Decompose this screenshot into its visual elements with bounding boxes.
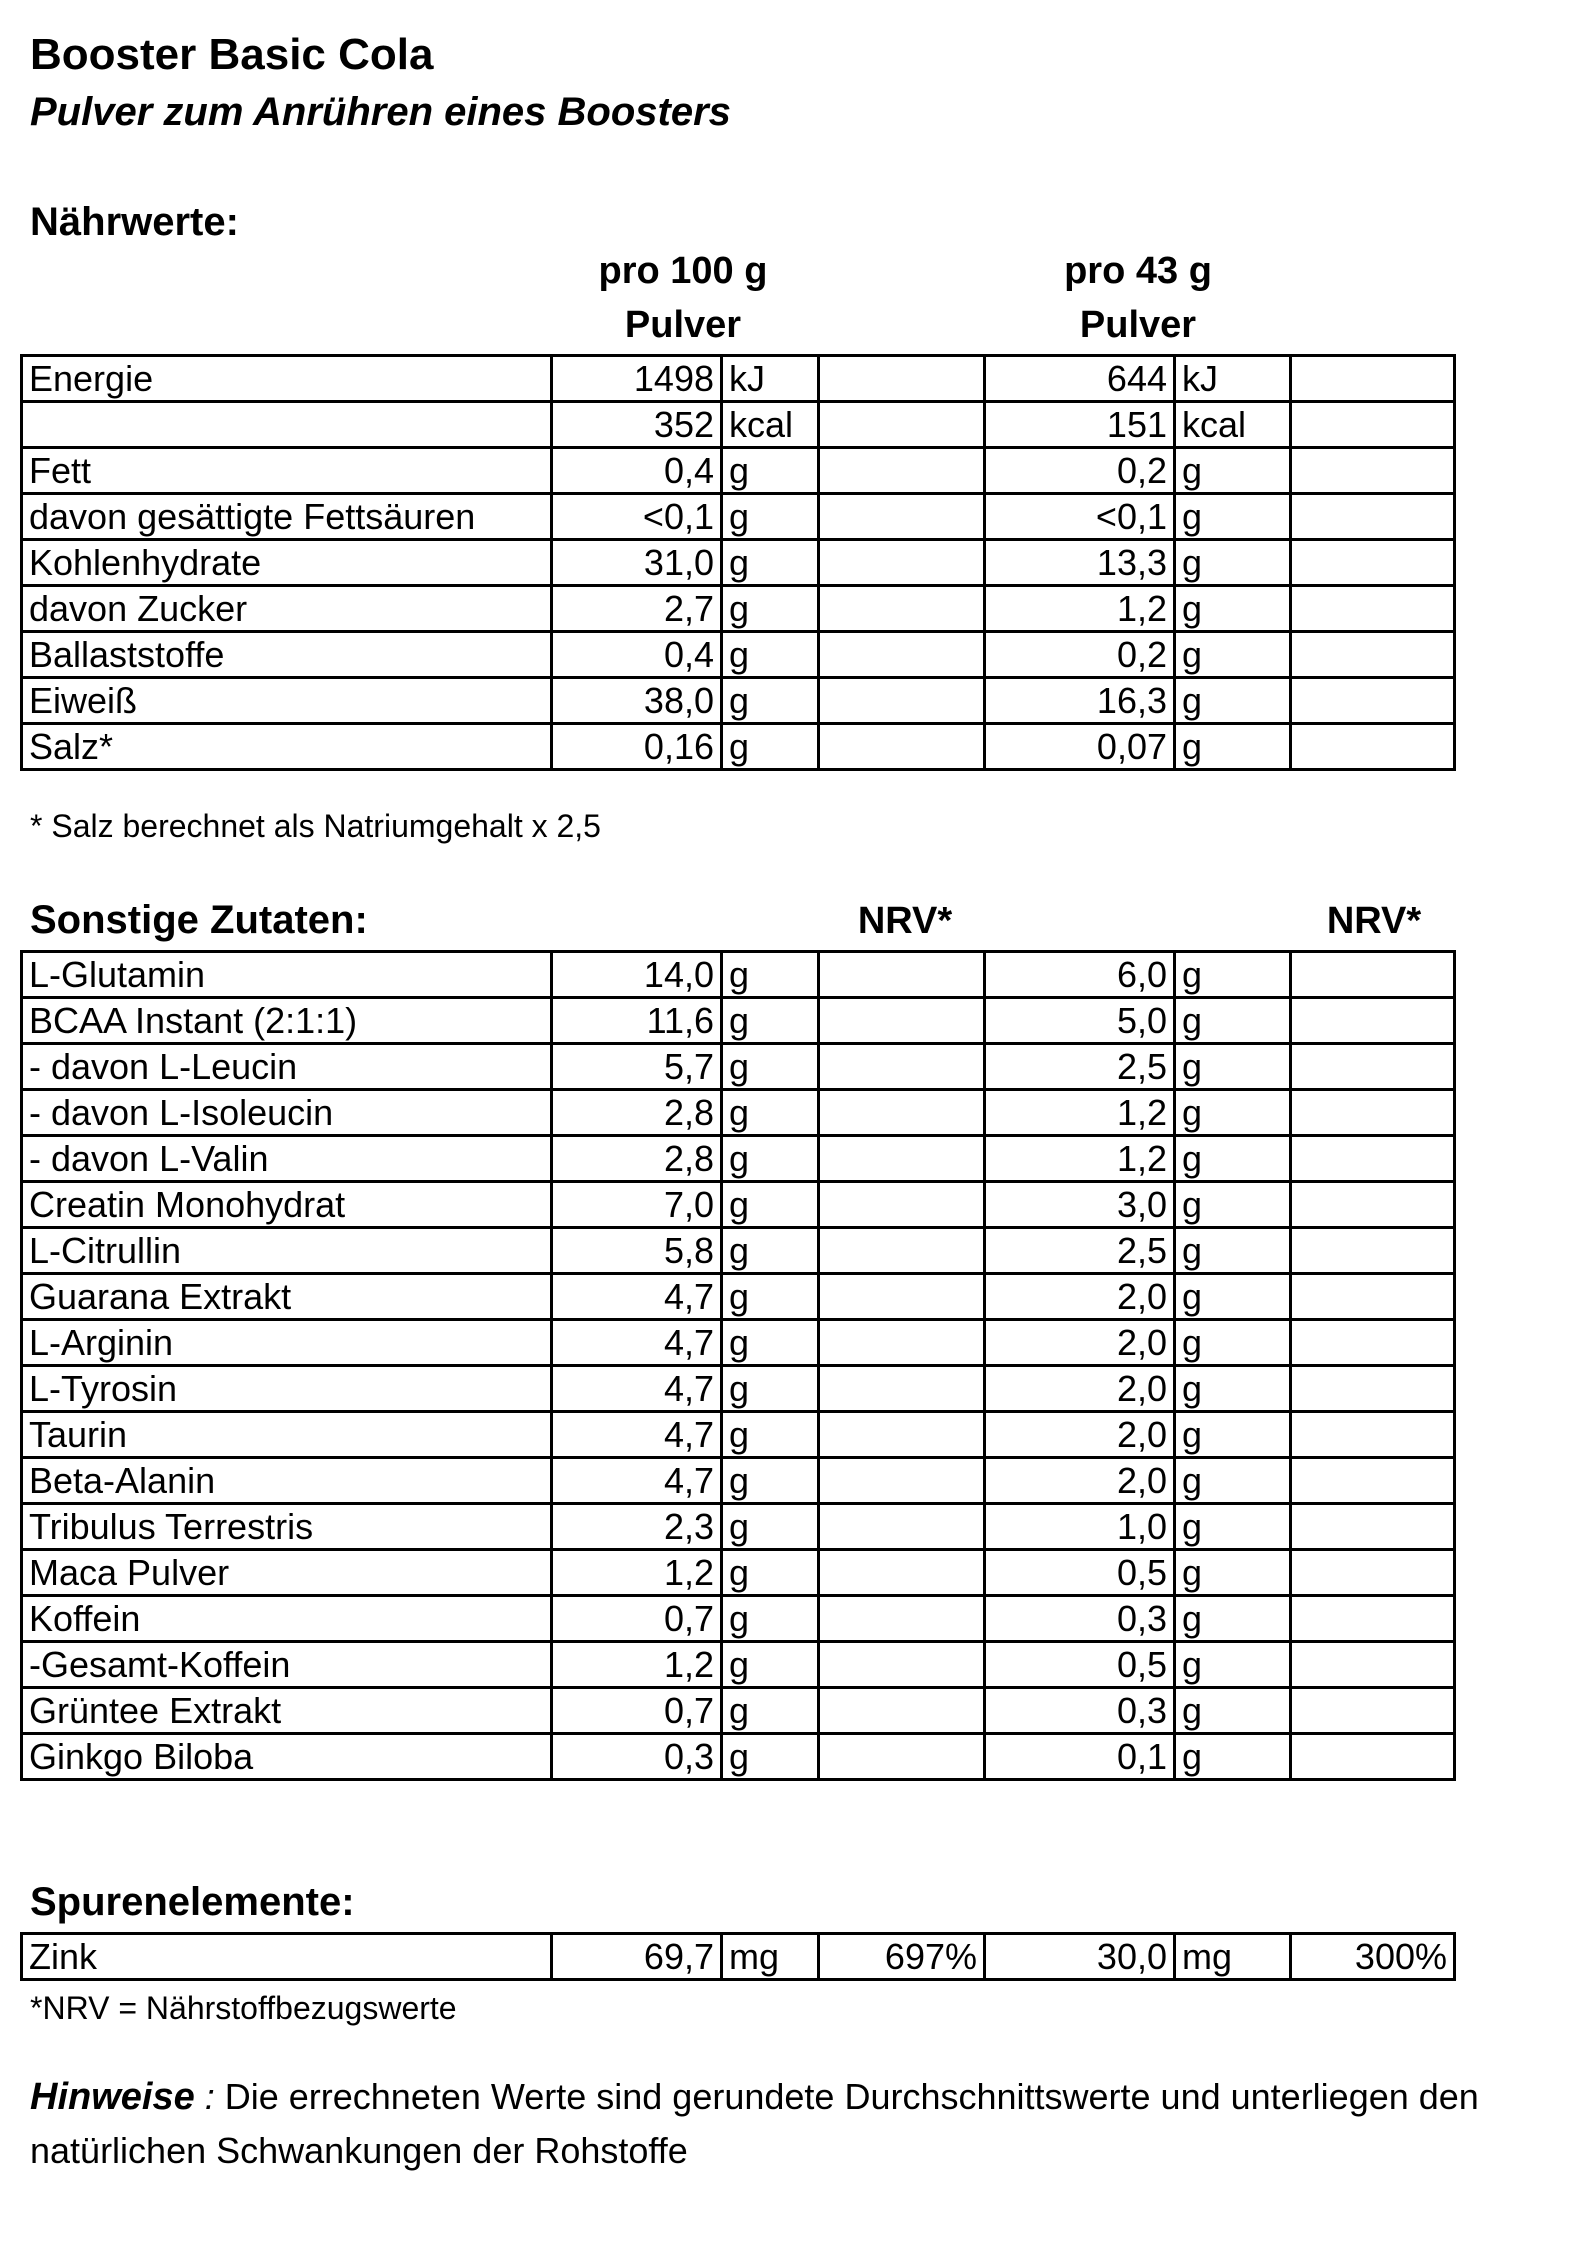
table-row bbox=[22, 952, 1455, 998]
nrv-per-100g bbox=[819, 998, 985, 1044]
row-label: Kohlenhydrate bbox=[22, 540, 552, 586]
table-row bbox=[22, 448, 1455, 494]
nrv-per-portion bbox=[1291, 1274, 1455, 1320]
unit-per-portion: g bbox=[1175, 998, 1291, 1044]
value-per-100g: 4,7 bbox=[552, 1412, 722, 1458]
col1-header-line1: pro 100 g bbox=[598, 250, 768, 292]
unit-per-portion: g bbox=[1175, 1642, 1291, 1688]
unit-per-100g: g bbox=[722, 448, 819, 494]
row-label: Guarana Extrakt bbox=[22, 1274, 552, 1320]
value-per-portion: 0,5 bbox=[985, 1550, 1175, 1596]
value-per-portion: 0,3 bbox=[985, 1596, 1175, 1642]
row-label: - davon L-Leucin bbox=[22, 1044, 552, 1090]
row-label: Energie bbox=[22, 356, 552, 402]
zutaten-heading: Sonstige Zutaten: bbox=[30, 898, 368, 942]
unit-per-portion: g bbox=[1175, 1228, 1291, 1274]
nrv-per-portion bbox=[1291, 1596, 1455, 1642]
row-label: Fett bbox=[22, 448, 552, 494]
product-title: Booster Basic Cola bbox=[30, 30, 434, 79]
nrv-per-100g bbox=[819, 402, 985, 448]
value-per-100g: 31,0 bbox=[552, 540, 722, 586]
unit-per-100g: kcal bbox=[722, 402, 819, 448]
nrv-per-portion bbox=[1291, 1228, 1455, 1274]
nrv-per-100g bbox=[819, 1550, 985, 1596]
value-per-100g: 0,4 bbox=[552, 448, 722, 494]
value-per-portion: 151 bbox=[985, 402, 1175, 448]
salz-footnote: * Salz berechnet als Natriumgehalt x 2,5 bbox=[30, 808, 601, 844]
value-per-100g: 2,8 bbox=[552, 1090, 722, 1136]
nrv-per-portion bbox=[1291, 1136, 1455, 1182]
row-label: Ballaststoffe bbox=[22, 632, 552, 678]
col2-header-line1: pro 43 g bbox=[1064, 250, 1212, 292]
col1-header-line2: Pulver bbox=[624, 304, 742, 346]
table-row bbox=[22, 724, 1455, 770]
unit-per-portion: g bbox=[1175, 540, 1291, 586]
value-per-100g: 4,7 bbox=[552, 1458, 722, 1504]
unit-per-100g: kJ bbox=[722, 356, 819, 402]
nrv-per-100g bbox=[819, 1136, 985, 1182]
row-label: Ginkgo Biloba bbox=[22, 1734, 552, 1780]
value-per-portion: 2,0 bbox=[985, 1458, 1175, 1504]
table-row bbox=[22, 1274, 1455, 1320]
nrv-per-100g bbox=[819, 632, 985, 678]
nrv-per-portion bbox=[1291, 540, 1455, 586]
value-per-portion: <0,1 bbox=[985, 494, 1175, 540]
nrv-per-portion bbox=[1291, 998, 1455, 1044]
row-label: Taurin bbox=[22, 1412, 552, 1458]
unit-per-portion: mg bbox=[1175, 1934, 1291, 1980]
unit-per-100g: g bbox=[722, 1090, 819, 1136]
nrv-per-portion bbox=[1291, 356, 1455, 402]
unit-per-100g: g bbox=[722, 1366, 819, 1412]
unit-per-portion: g bbox=[1175, 724, 1291, 770]
unit-per-100g: g bbox=[722, 1274, 819, 1320]
nrv-header-col2: NRV* bbox=[1326, 900, 1422, 942]
nrv-per-100g bbox=[819, 1182, 985, 1228]
table-row bbox=[22, 1090, 1455, 1136]
value-per-portion: 2,0 bbox=[985, 1274, 1175, 1320]
nrv-per-portion bbox=[1291, 1090, 1455, 1136]
nrv-per-portion: 300% bbox=[1291, 1934, 1455, 1980]
table-row bbox=[22, 1044, 1455, 1090]
spuren-heading: Spurenelemente: bbox=[30, 1880, 355, 1924]
unit-per-100g: g bbox=[722, 632, 819, 678]
nrv-per-100g bbox=[819, 1274, 985, 1320]
value-per-portion: 0,1 bbox=[985, 1734, 1175, 1780]
table-row bbox=[22, 1228, 1455, 1274]
value-per-100g: 1498 bbox=[552, 356, 722, 402]
hinweise-note bbox=[30, 2070, 1530, 2178]
nrv-header-col1: NRV* bbox=[857, 900, 953, 942]
table-row bbox=[22, 1458, 1455, 1504]
nrv-per-100g bbox=[819, 540, 985, 586]
naehrwerte-heading: Nährwerte: bbox=[30, 200, 239, 244]
nrv-per-portion bbox=[1291, 494, 1455, 540]
row-label bbox=[22, 402, 552, 448]
unit-per-100g: g bbox=[722, 1596, 819, 1642]
value-per-100g: 5,7 bbox=[552, 1044, 722, 1090]
unit-per-100g: g bbox=[722, 1320, 819, 1366]
table-row bbox=[22, 1366, 1455, 1412]
unit-per-portion: g bbox=[1175, 1596, 1291, 1642]
unit-per-100g: g bbox=[722, 1734, 819, 1780]
unit-per-portion: g bbox=[1175, 1412, 1291, 1458]
nrv-per-100g bbox=[819, 1412, 985, 1458]
row-label: -Gesamt-Koffein bbox=[22, 1642, 552, 1688]
row-label: Salz* bbox=[22, 724, 552, 770]
naehrwerte-table bbox=[20, 354, 1456, 771]
unit-per-portion: g bbox=[1175, 1136, 1291, 1182]
value-per-portion: 0,5 bbox=[985, 1642, 1175, 1688]
table-row bbox=[22, 1596, 1455, 1642]
table-row bbox=[22, 1688, 1455, 1734]
nrv-per-100g bbox=[819, 1090, 985, 1136]
unit-per-portion: g bbox=[1175, 1274, 1291, 1320]
value-per-portion: 30,0 bbox=[985, 1934, 1175, 1980]
value-per-100g: 11,6 bbox=[552, 998, 722, 1044]
row-label: Grüntee Extrakt bbox=[22, 1688, 552, 1734]
unit-per-100g: g bbox=[722, 494, 819, 540]
nrv-per-100g bbox=[819, 494, 985, 540]
value-per-100g: 2,8 bbox=[552, 1136, 722, 1182]
unit-per-100g: g bbox=[722, 1550, 819, 1596]
nrv-footnote: *NRV = Nährstoffbezugswerte bbox=[30, 1990, 457, 2026]
zutaten-table bbox=[20, 950, 1456, 1781]
nrv-per-portion bbox=[1291, 586, 1455, 632]
table-row bbox=[22, 1136, 1455, 1182]
unit-per-portion: g bbox=[1175, 1320, 1291, 1366]
nrv-per-100g bbox=[819, 356, 985, 402]
table-row bbox=[22, 1550, 1455, 1596]
value-per-portion: 2,0 bbox=[985, 1412, 1175, 1458]
nrv-per-100g bbox=[819, 586, 985, 632]
product-subtitle: Pulver zum Anrühren eines Boosters bbox=[30, 90, 731, 134]
table-row bbox=[22, 494, 1455, 540]
unit-per-100g: g bbox=[722, 998, 819, 1044]
unit-per-portion: g bbox=[1175, 1688, 1291, 1734]
nrv-per-portion bbox=[1291, 952, 1455, 998]
row-label: L-Arginin bbox=[22, 1320, 552, 1366]
value-per-portion: 0,07 bbox=[985, 724, 1175, 770]
value-per-portion: 3,0 bbox=[985, 1182, 1175, 1228]
nrv-per-100g bbox=[819, 1504, 985, 1550]
unit-per-100g: g bbox=[722, 586, 819, 632]
table-row bbox=[22, 632, 1455, 678]
hinweise-separator: : bbox=[204, 2076, 215, 2117]
nrv-per-portion bbox=[1291, 402, 1455, 448]
nrv-per-portion bbox=[1291, 1642, 1455, 1688]
row-label: - davon L-Valin bbox=[22, 1136, 552, 1182]
unit-per-100g: g bbox=[722, 540, 819, 586]
nrv-per-100g bbox=[819, 724, 985, 770]
value-per-100g: 1,2 bbox=[552, 1642, 722, 1688]
table-row bbox=[22, 1504, 1455, 1550]
unit-per-100g: g bbox=[722, 1458, 819, 1504]
value-per-portion: 0,2 bbox=[985, 632, 1175, 678]
value-per-portion: 1,2 bbox=[985, 1136, 1175, 1182]
value-per-100g: 0,3 bbox=[552, 1734, 722, 1780]
unit-per-portion: g bbox=[1175, 1090, 1291, 1136]
hinweise-text: Die errechneten Werte sind gerundete Durchschnittswerte und unterliegen den natürlichen Schwankungen der Rohstoffe bbox=[30, 2076, 1479, 2171]
nrv-per-portion bbox=[1291, 1734, 1455, 1780]
hinweise-label: Hinweise bbox=[30, 2076, 195, 2118]
value-per-100g: 4,7 bbox=[552, 1366, 722, 1412]
value-per-100g: 5,8 bbox=[552, 1228, 722, 1274]
nrv-per-100g bbox=[819, 1642, 985, 1688]
value-per-portion: 5,0 bbox=[985, 998, 1175, 1044]
table-row bbox=[22, 586, 1455, 632]
value-per-portion: 1,2 bbox=[985, 586, 1175, 632]
unit-per-portion: g bbox=[1175, 1458, 1291, 1504]
nrv-per-100g bbox=[819, 1366, 985, 1412]
nrv-per-portion bbox=[1291, 632, 1455, 678]
row-label: Tribulus Terrestris bbox=[22, 1504, 552, 1550]
nrv-per-100g bbox=[819, 1320, 985, 1366]
row-label: BCAA Instant (2:1:1) bbox=[22, 998, 552, 1044]
value-per-100g: 0,4 bbox=[552, 632, 722, 678]
unit-per-portion: kcal bbox=[1175, 402, 1291, 448]
spuren-table bbox=[20, 1932, 1456, 1981]
unit-per-100g: g bbox=[722, 1412, 819, 1458]
table-row bbox=[22, 540, 1455, 586]
row-label: davon Zucker bbox=[22, 586, 552, 632]
unit-per-portion: g bbox=[1175, 1044, 1291, 1090]
value-per-100g: 14,0 bbox=[552, 952, 722, 998]
unit-per-100g: g bbox=[722, 678, 819, 724]
value-per-portion: 0,2 bbox=[985, 448, 1175, 494]
unit-per-portion: g bbox=[1175, 1504, 1291, 1550]
row-label: - davon L-Isoleucin bbox=[22, 1090, 552, 1136]
row-label: Zink bbox=[22, 1934, 552, 1980]
nrv-per-portion bbox=[1291, 678, 1455, 724]
unit-per-100g: g bbox=[722, 1182, 819, 1228]
value-per-portion: 2,5 bbox=[985, 1044, 1175, 1090]
value-per-100g: 7,0 bbox=[552, 1182, 722, 1228]
nrv-per-100g bbox=[819, 1458, 985, 1504]
nrv-per-portion bbox=[1291, 1044, 1455, 1090]
unit-per-100g: g bbox=[722, 1688, 819, 1734]
nrv-per-portion bbox=[1291, 448, 1455, 494]
table-row bbox=[22, 356, 1455, 402]
value-per-portion: 644 bbox=[985, 356, 1175, 402]
nrv-per-portion bbox=[1291, 1550, 1455, 1596]
nrv-per-portion bbox=[1291, 1504, 1455, 1550]
unit-per-100g: g bbox=[722, 1136, 819, 1182]
row-label: davon gesättigte Fettsäuren bbox=[22, 494, 552, 540]
value-per-100g: 352 bbox=[552, 402, 722, 448]
unit-per-100g: mg bbox=[722, 1934, 819, 1980]
value-per-100g: <0,1 bbox=[552, 494, 722, 540]
row-label: Eiweiß bbox=[22, 678, 552, 724]
nrv-per-100g bbox=[819, 448, 985, 494]
nrv-per-portion bbox=[1291, 1320, 1455, 1366]
value-per-100g: 4,7 bbox=[552, 1274, 722, 1320]
nrv-per-100g bbox=[819, 1596, 985, 1642]
value-per-100g: 0,7 bbox=[552, 1596, 722, 1642]
row-label: L-Glutamin bbox=[22, 952, 552, 998]
value-per-100g: 38,0 bbox=[552, 678, 722, 724]
col2-header-line2: Pulver bbox=[1079, 304, 1197, 346]
nrv-per-portion bbox=[1291, 1182, 1455, 1228]
unit-per-portion: g bbox=[1175, 448, 1291, 494]
nrv-per-100g: 697% bbox=[819, 1934, 985, 1980]
value-per-100g: 4,7 bbox=[552, 1320, 722, 1366]
table-row bbox=[22, 998, 1455, 1044]
table-row bbox=[22, 1642, 1455, 1688]
value-per-portion: 2,0 bbox=[985, 1320, 1175, 1366]
table-row bbox=[22, 402, 1455, 448]
unit-per-100g: g bbox=[722, 1504, 819, 1550]
nrv-per-portion bbox=[1291, 724, 1455, 770]
row-label: L-Citrullin bbox=[22, 1228, 552, 1274]
nrv-per-portion bbox=[1291, 1688, 1455, 1734]
nrv-per-100g bbox=[819, 678, 985, 724]
nrv-per-100g bbox=[819, 1688, 985, 1734]
value-per-100g: 69,7 bbox=[552, 1934, 722, 1980]
value-per-portion: 1,2 bbox=[985, 1090, 1175, 1136]
table-row bbox=[22, 1734, 1455, 1780]
value-per-portion: 2,0 bbox=[985, 1366, 1175, 1412]
value-per-portion: 13,3 bbox=[985, 540, 1175, 586]
value-per-100g: 0,7 bbox=[552, 1688, 722, 1734]
value-per-100g: 1,2 bbox=[552, 1550, 722, 1596]
row-label: Beta-Alanin bbox=[22, 1458, 552, 1504]
value-per-portion: 1,0 bbox=[985, 1504, 1175, 1550]
unit-per-portion: g bbox=[1175, 494, 1291, 540]
nrv-per-100g bbox=[819, 952, 985, 998]
value-per-portion: 2,5 bbox=[985, 1228, 1175, 1274]
unit-per-portion: kJ bbox=[1175, 356, 1291, 402]
row-label: L-Tyrosin bbox=[22, 1366, 552, 1412]
nrv-per-portion bbox=[1291, 1366, 1455, 1412]
value-per-portion: 0,3 bbox=[985, 1688, 1175, 1734]
nrv-per-portion bbox=[1291, 1412, 1455, 1458]
unit-per-100g: g bbox=[722, 724, 819, 770]
row-label: Creatin Monohydrat bbox=[22, 1182, 552, 1228]
value-per-portion: 16,3 bbox=[985, 678, 1175, 724]
unit-per-100g: g bbox=[722, 1228, 819, 1274]
unit-per-portion: g bbox=[1175, 1550, 1291, 1596]
unit-per-100g: g bbox=[722, 1044, 819, 1090]
nrv-per-100g bbox=[819, 1734, 985, 1780]
unit-per-portion: g bbox=[1175, 1366, 1291, 1412]
value-per-portion: 6,0 bbox=[985, 952, 1175, 998]
unit-per-100g: g bbox=[722, 952, 819, 998]
unit-per-portion: g bbox=[1175, 632, 1291, 678]
unit-per-portion: g bbox=[1175, 678, 1291, 724]
nrv-per-portion bbox=[1291, 1458, 1455, 1504]
value-per-100g: 2,3 bbox=[552, 1504, 722, 1550]
unit-per-portion: g bbox=[1175, 586, 1291, 632]
value-per-100g: 0,16 bbox=[552, 724, 722, 770]
unit-per-portion: g bbox=[1175, 1182, 1291, 1228]
value-per-100g: 2,7 bbox=[552, 586, 722, 632]
table-row bbox=[22, 678, 1455, 724]
table-row bbox=[22, 1412, 1455, 1458]
unit-per-100g: g bbox=[722, 1642, 819, 1688]
table-row bbox=[22, 1320, 1455, 1366]
unit-per-portion: g bbox=[1175, 1734, 1291, 1780]
row-label: Koffein bbox=[22, 1596, 552, 1642]
row-label: Maca Pulver bbox=[22, 1550, 552, 1596]
nrv-per-100g bbox=[819, 1228, 985, 1274]
table-row bbox=[22, 1182, 1455, 1228]
nrv-per-100g bbox=[819, 1044, 985, 1090]
table-row bbox=[22, 1934, 1455, 1980]
unit-per-portion: g bbox=[1175, 952, 1291, 998]
